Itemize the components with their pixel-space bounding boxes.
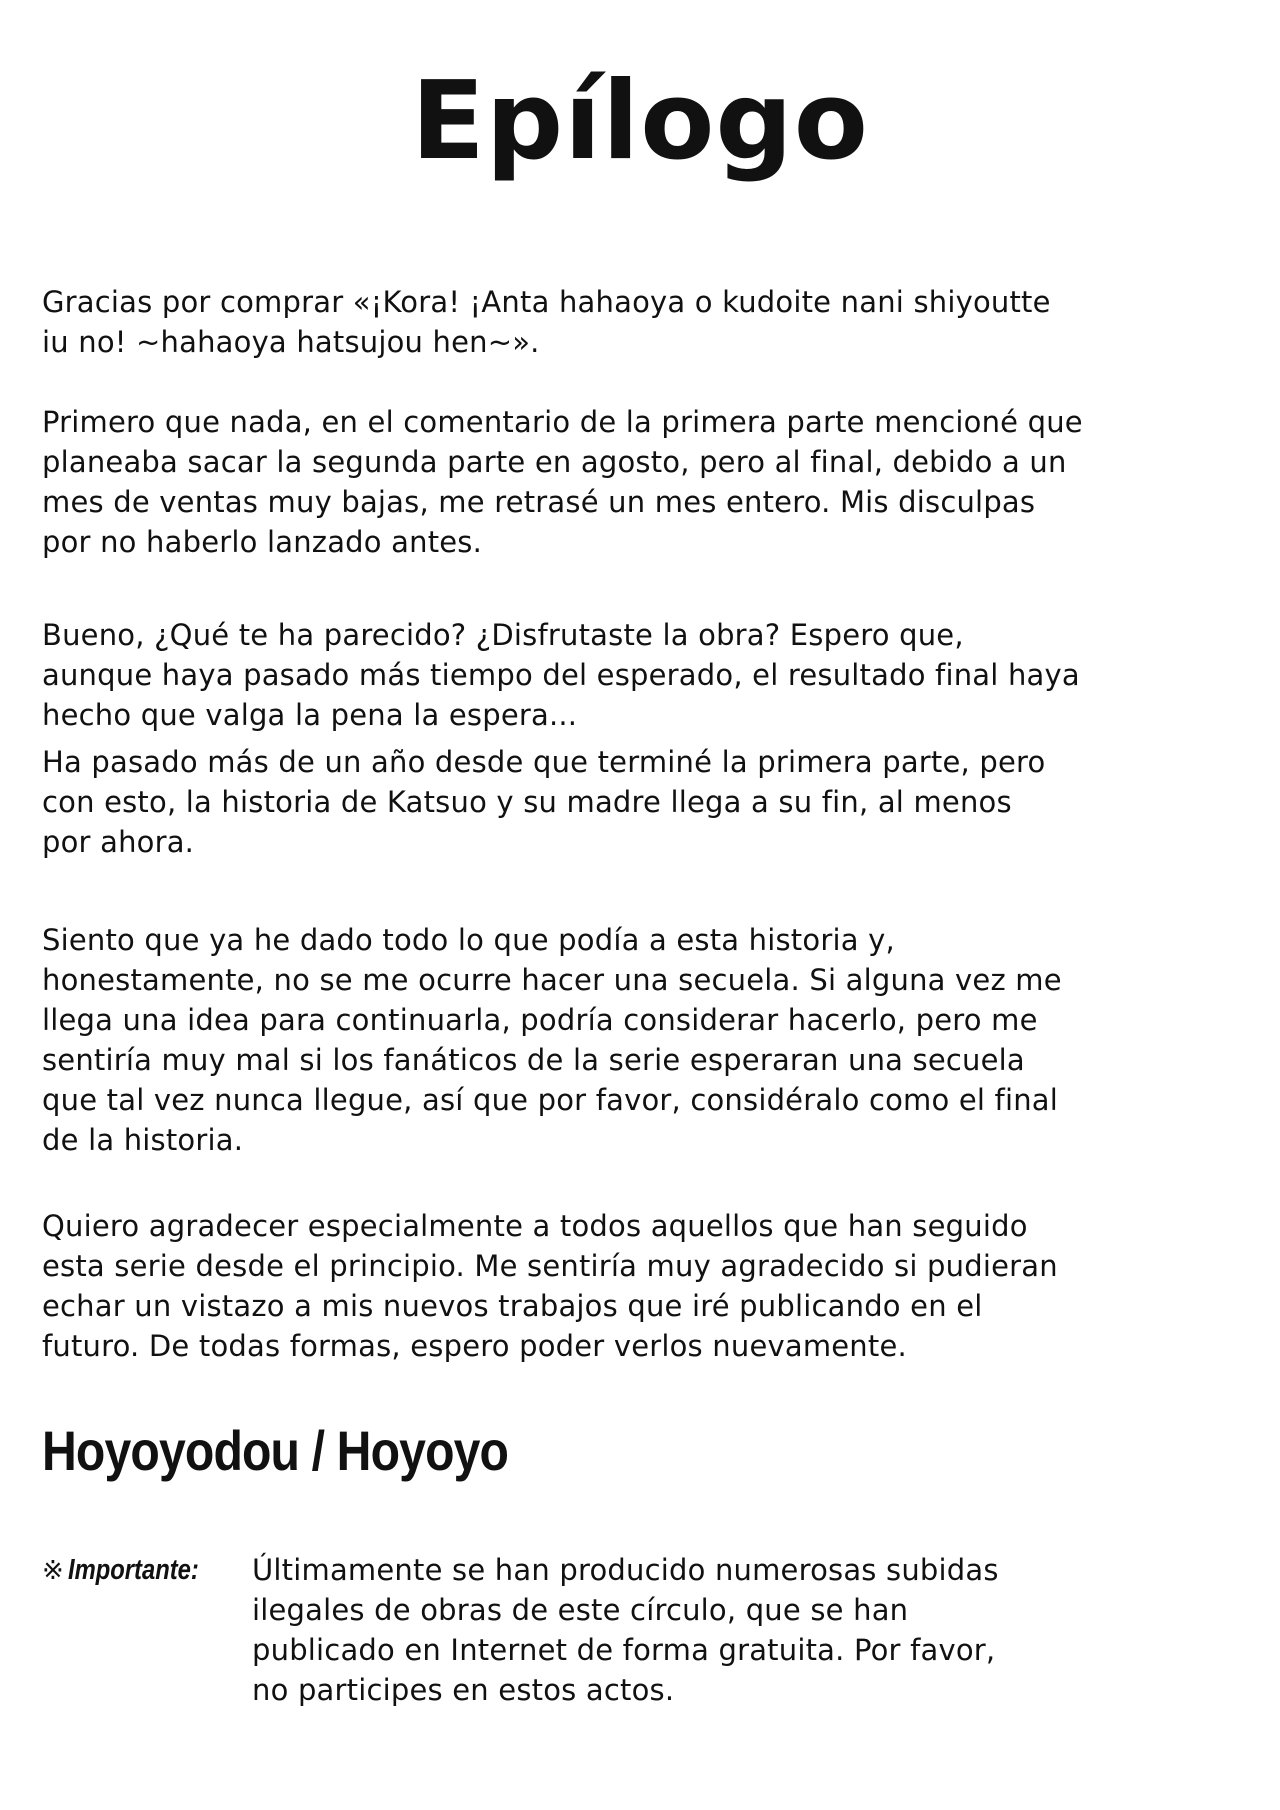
notice-label-text: Importante: <box>67 1554 199 1586</box>
text-line: que tal vez nunca llegue, así que por favor, considéralo como el final <box>42 1083 1059 1117</box>
text-line: sentiría muy mal si los fanáticos de la serie esperaran una secuela <box>42 1043 1025 1077</box>
text-line: por ahora. <box>42 825 195 859</box>
paragraph-question <box>42 615 1252 735</box>
text-line: Últimamente se han producido numerosas subidas <box>252 1553 999 1587</box>
paragraph-gratitude <box>42 1206 1252 1366</box>
author-signature: Hoyoyodou / Hoyoyo <box>42 1419 509 1482</box>
text-line: publicado en Internet de forma gratuita. Por favor, <box>252 1633 996 1667</box>
notice-label <box>42 1550 227 1591</box>
text-line: mes de ventas muy bajas, me retrasé un mes entero. Mis disculpas <box>42 485 1036 519</box>
reference-mark-icon: ※ <box>42 1556 64 1586</box>
paragraph-sequel <box>42 920 1252 1160</box>
paragraph-thanks <box>42 282 1252 362</box>
text-line: aunque haya pasado más tiempo del esperado, el resultado final haya <box>42 658 1080 692</box>
text-line: hecho que valga la pena la espera... <box>42 698 578 732</box>
text-line: Quiero agradecer especialmente a todos aquellos que han seguido <box>42 1209 1028 1243</box>
text-line: honestamente, no se me ocurre hacer una secuela. Si alguna vez me <box>42 963 1062 997</box>
page-title: Epílogo <box>411 59 869 184</box>
text-line: Ha pasado más de un año desde que terminé la primera parte, pero <box>42 745 1046 779</box>
text-line: echar un vistazo a mis nuevos trabajos que iré publicando en el <box>42 1289 983 1323</box>
text-line: Primero que nada, en el comentario de la primera parte mencioné que <box>42 405 1083 439</box>
text-line: Siento que ya he dado todo lo que podía a esta historia y, <box>42 923 895 957</box>
text-line: futuro. De todas formas, espero poder verlos nuevamente. <box>42 1329 907 1363</box>
text-line: Bueno, ¿Qué te ha parecido? ¿Disfrutaste la obra? Espero que, <box>42 618 964 652</box>
text-line: llega una idea para continuarla, podría considerar hacerlo, pero me <box>42 1003 1038 1037</box>
text-line: por no haberlo lanzado antes. <box>42 525 483 559</box>
notice-text <box>252 1550 999 1710</box>
text-line: esta serie desde el principio. Me sentiría muy agradecido si pudieran <box>42 1249 1058 1283</box>
paragraph-ending <box>42 742 1252 862</box>
text-line: no participes en estos actos. <box>252 1673 675 1707</box>
paragraph-apology <box>42 402 1252 562</box>
text-line: de la historia. <box>42 1123 244 1157</box>
text-line: ilegales de obras de este círculo, que se han <box>252 1593 909 1627</box>
text-line: con esto, la historia de Katsuo y su madre llega a su fin, al menos <box>42 785 1012 819</box>
text-line: planeaba sacar la segunda parte en agosto, pero al final, debido a un <box>42 445 1067 479</box>
text-line: Gracias por comprar «¡Kora! ¡Anta hahaoya o kudoite nani shiyoutte <box>42 285 1051 319</box>
text-line: iu no! ~hahaoya hatsujou hen~». <box>42 325 540 359</box>
